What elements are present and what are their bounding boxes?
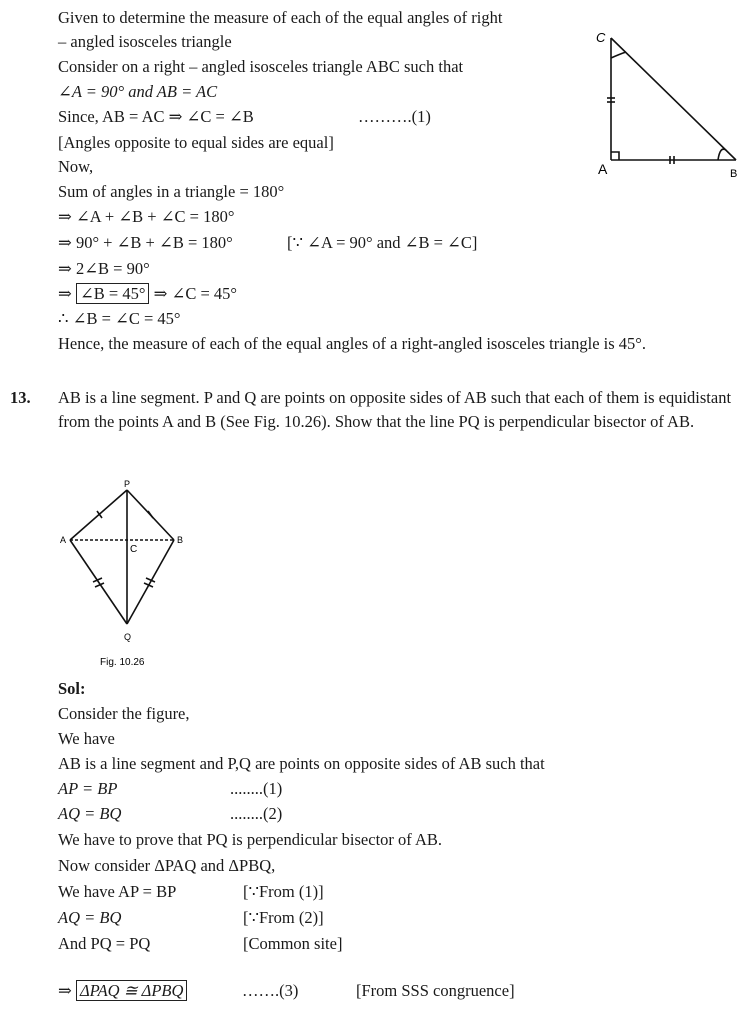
angle-arc-c — [611, 52, 626, 58]
math-line: AP = BP — [58, 779, 118, 798]
math-line: ⇒ 2∠B = 90° — [58, 259, 150, 278]
equation-number: ........(1) — [230, 779, 283, 798]
math-line: We have AP = BP — [58, 882, 177, 901]
vertex-label-c: C — [596, 30, 606, 45]
math-reason: [∵ ∠A = 90° and ∠B = ∠C] — [287, 233, 478, 252]
text-line: Consider the figure, — [58, 704, 190, 723]
segment-pa — [70, 490, 127, 540]
text-line: Sum of angles in a triangle = 180° — [58, 182, 285, 201]
text-line: Now consider ΔPAQ and ΔPBQ, — [58, 856, 276, 875]
text-line: We have — [58, 729, 115, 748]
math-line: ⇒ 90° + ∠B + ∠B = 180° — [58, 233, 233, 252]
implies-symbol: ⇒ — [58, 284, 72, 303]
text-line: – angled isosceles triangle — [58, 32, 232, 51]
math-reason: [∵From (1)] — [243, 882, 324, 901]
question-text: AB is a line segment. P and Q are points on opposite sides of AB such that each of them is equidistant from the points A and B (See Fig. 10.26). Show that the line PQ is perpendicular bisector of AB. — [58, 388, 732, 431]
boxed-result: ΔPAQ ≅ ΔPBQ — [76, 980, 187, 1001]
text-line: [Angles opposite to equal sides are equal] — [58, 133, 334, 152]
vertex-label-b: B — [730, 168, 738, 180]
point-label-c: C — [130, 544, 138, 555]
text-line: We have to prove that PQ is perpendicular bisector of AB. — [58, 830, 443, 849]
segment-aq — [70, 540, 127, 624]
point-label-a: A — [60, 535, 67, 545]
math-line: And PQ = PQ — [58, 934, 151, 953]
math-line: ⇒ ∠A + ∠B + ∠C = 180° — [58, 207, 235, 226]
math-reason: [∵From (2)] — [243, 908, 324, 927]
point-label-p: P — [124, 479, 131, 489]
math-line: AQ = BQ — [58, 908, 122, 927]
text-line: Consider on a right – angled isosceles triangle ABC such that — [58, 57, 464, 76]
math-line: ∴ ∠B = ∠C = 45° — [58, 309, 181, 328]
equation-number: ……….(1) — [358, 107, 431, 126]
math-line: ∠A = 90° and AB = AC — [58, 82, 218, 101]
math-continuation: ⇒ ∠C = 45° — [153, 284, 237, 303]
kite-figure — [60, 478, 200, 670]
conclusion-line: Hence, the measure of each of the equal angles of a right-angled isosceles triangle is 45°. — [58, 334, 646, 353]
tick-mark — [148, 511, 153, 518]
math-line — [58, 981, 187, 1001]
solution-heading: Sol: — [58, 679, 86, 698]
math-reason: [Common site] — [243, 934, 343, 953]
point-label-b: B — [177, 535, 184, 545]
equation-number: …….(3) — [242, 981, 299, 1000]
text-line: AB is a line segment and P,Q are points on opposite sides of AB such that — [58, 754, 545, 773]
text-line: Now, — [58, 157, 94, 176]
math-line — [58, 284, 237, 304]
equation-number: ........(2) — [230, 804, 283, 823]
math-line: AQ = BQ — [58, 804, 122, 823]
question-number: 13. — [10, 388, 31, 407]
angle-arc-b — [718, 149, 726, 160]
boxed-result: ∠B = 45° — [76, 283, 149, 304]
implies-symbol: ⇒ — [58, 981, 72, 1000]
math-reason: [From SSS congruence] — [356, 981, 515, 1000]
math-line: Since, AB = AC ⇒ ∠C = ∠B — [58, 107, 254, 126]
vertex-label-a: A — [598, 161, 608, 177]
hypotenuse-cb — [611, 38, 736, 160]
right-triangle-figure — [590, 28, 750, 180]
point-label-q: Q — [124, 632, 132, 642]
figure-caption: Fig. 10.26 — [100, 657, 145, 668]
right-angle-mark — [611, 152, 619, 160]
text-line: Given to determine the measure of each of the equal angles of right — [58, 8, 503, 27]
